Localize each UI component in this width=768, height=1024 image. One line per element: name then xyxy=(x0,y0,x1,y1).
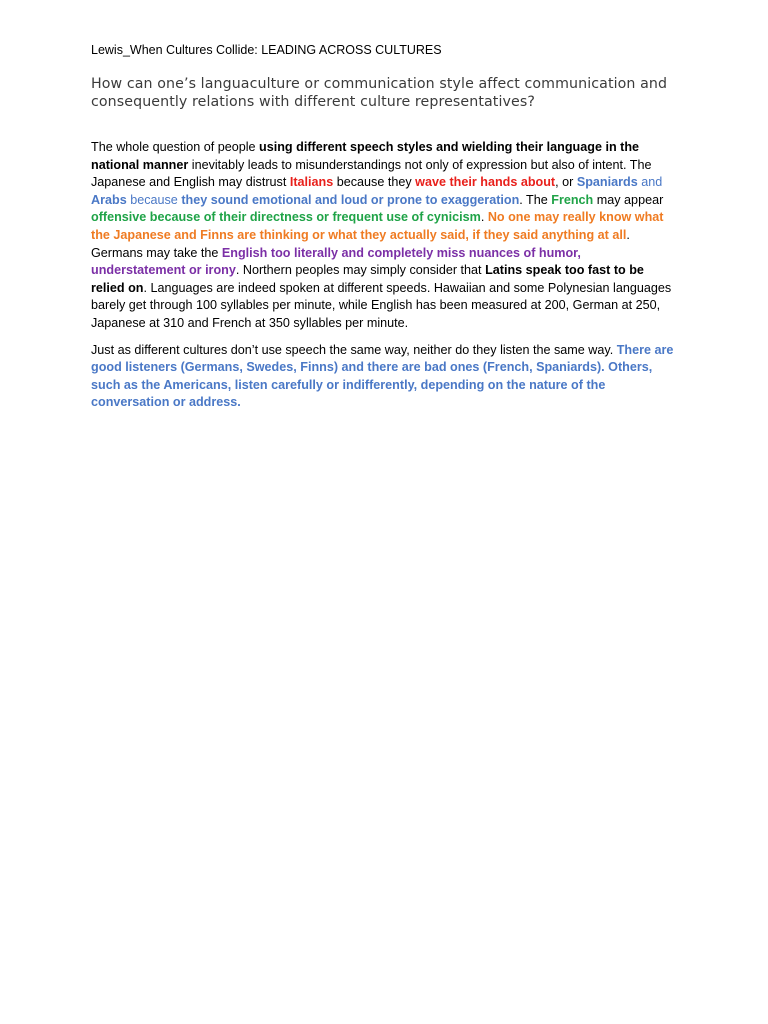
p2-text-2: There are good listeners (Germans, Swedes, Finns) and there are bad ones (French, Spaniards). Others, such as the Americans, listen carefully or indifferently, depending on the nature of the conversation or address. xyxy=(91,342,674,410)
p1-text-16: offensive because of their directness or frequent use of cynicism xyxy=(91,210,481,225)
p2-text-1: Just as different cultures don’t use speech the same way, neither do they listen the same way. xyxy=(91,342,617,357)
p1-text-11: because xyxy=(126,192,182,207)
p1-text-3: inevitably leads to misunderstandings not only of expression but also of intent. The Japanese and English may distrust xyxy=(91,157,652,190)
p1-text-13: . The xyxy=(519,192,552,207)
p1-text-2: using different speech styles and wielding their language in the national manner xyxy=(91,140,640,172)
question-heading: How can one’s languaculture or communication style affect communication and consequently relations with different culture representatives? xyxy=(91,76,668,110)
p1-text-15: may appear xyxy=(593,192,664,207)
p1-text-17: . xyxy=(480,210,488,225)
p1-text-18: No one may really know what the Japanese and Finns are thinking or what they actually said, if they said anything at all xyxy=(91,210,664,242)
p1-text-10: Arabs xyxy=(91,192,127,207)
p1-text-8: Spaniards xyxy=(576,175,638,190)
p1-text-19: . Germans may take the xyxy=(91,227,630,260)
p1-text-20: English too literally and completely miss nuances of humor, understatement or irony xyxy=(91,245,581,278)
p1-text-4: Italians xyxy=(289,175,334,190)
p1-text-1: The whole question of people xyxy=(91,140,260,154)
p1-text-21: . Northern peoples may simply consider that xyxy=(235,263,486,278)
p1-text-22: Latins speak too fast to be relied on xyxy=(91,263,644,295)
paragraph-speech-styles xyxy=(91,139,677,333)
p1-text-9: and xyxy=(637,175,663,190)
p1-text-5: because they xyxy=(333,175,416,190)
document-title: Lewis_When Cultures Collide: LEADING ACROSS CULTURES xyxy=(91,43,442,57)
p1-text-12: they sound emotional and loud or prone to exaggeration xyxy=(181,192,520,207)
p1-text-23: . Languages are indeed spoken at different speeds. Hawaiian and some Polynesian languages barely get through 100 syllables per minute, while English has been measured at 200, German at 250, Japanese at 310 and French at 350 syllables per minute. xyxy=(91,280,672,330)
paragraph-listening xyxy=(91,342,677,412)
p1-text-7: , or xyxy=(555,175,577,190)
p1-text-6: wave their hands about xyxy=(415,175,556,190)
p1-text-14: French xyxy=(551,192,594,207)
